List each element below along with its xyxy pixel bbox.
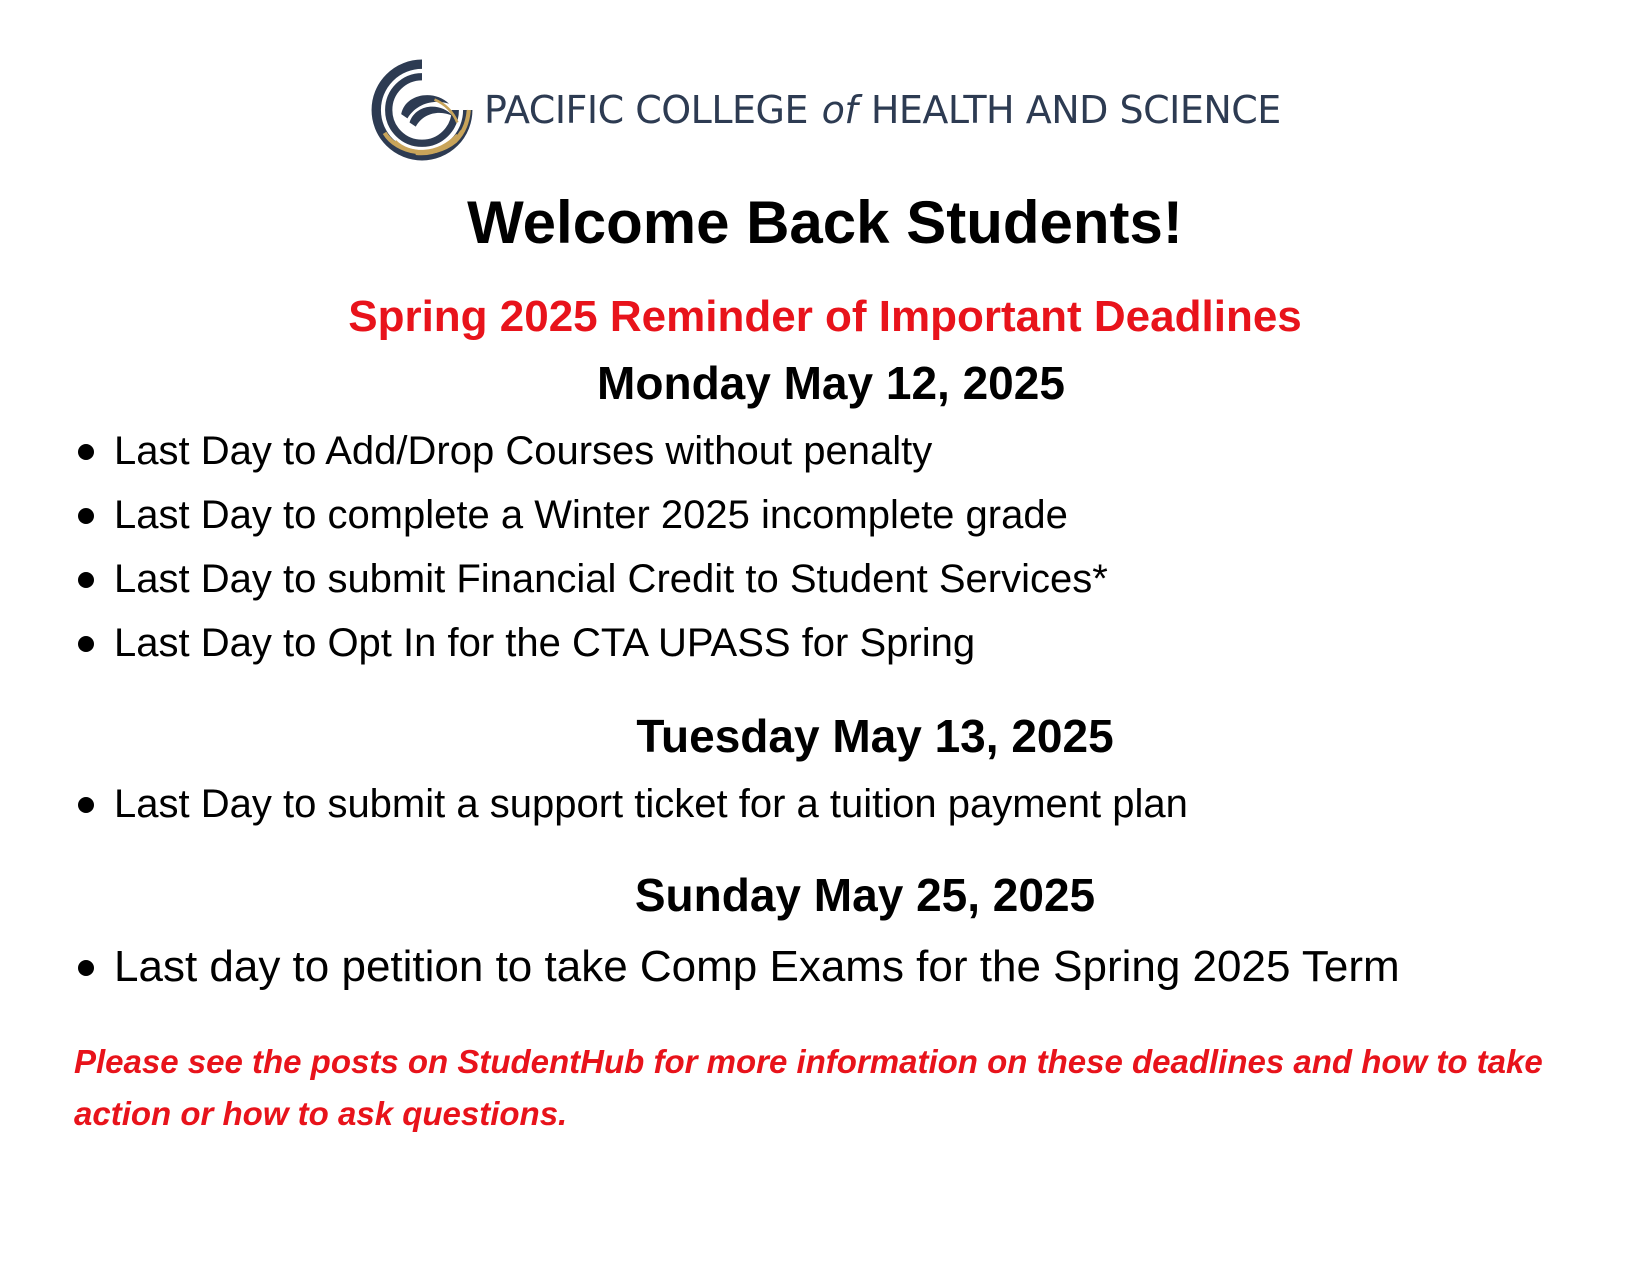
list-item [74,611,1108,675]
list-item-text: Last day to petition to take Comp Exams for the Spring 2025 Term [114,942,1400,991]
footer-note: Please see the posts on StudentHub for more information on these deadlines and how to take action or how to ask questions. [74,1043,1543,1132]
list-item [74,772,1188,836]
list-item [74,483,1108,547]
college-name-part-1: PACIFIC COLLEGE [484,88,808,132]
bullet-icon [78,960,94,976]
bullet-icon [78,444,94,460]
list-item-text: Last Day to submit Financial Credit to Student Services* [114,557,1108,601]
list-item [74,935,1400,999]
college-name-of: of [821,88,858,132]
bullet-icon [78,508,94,524]
bullet-icon [78,572,94,588]
deadline-list-2 [74,772,1188,836]
college-logo [370,58,1281,162]
list-item-text: Last Day to Add/Drop Courses without penalty [114,429,933,473]
page-subtitle: Spring 2025 Reminder of Important Deadlines [348,292,1302,341]
deadline-list-3 [74,935,1400,999]
deadline-date-3: Sunday May 25, 2025 [634,869,1096,921]
list-item-text: Last Day to submit a support ticket for a tuition payment plan [114,782,1188,826]
swirl-logo-icon [370,58,474,162]
list-item [74,419,1108,483]
list-item-text: Last Day to complete a Winter 2025 incomplete grade [114,493,1068,537]
deadline-date-1: Monday May 12, 2025 [597,357,1065,409]
bullet-icon [78,636,94,652]
college-name-part-2: HEALTH AND SCIENCE [870,88,1281,132]
list-item [74,547,1108,611]
bullet-icon [78,797,94,813]
college-name [484,88,1281,132]
deadline-date-2: Tuesday May 13, 2025 [636,710,1114,762]
page-title: Welcome Back Students! [467,189,1183,256]
list-item-text: Last Day to Opt In for the CTA UPASS for Spring [114,621,976,665]
deadline-list-1 [74,419,1108,675]
